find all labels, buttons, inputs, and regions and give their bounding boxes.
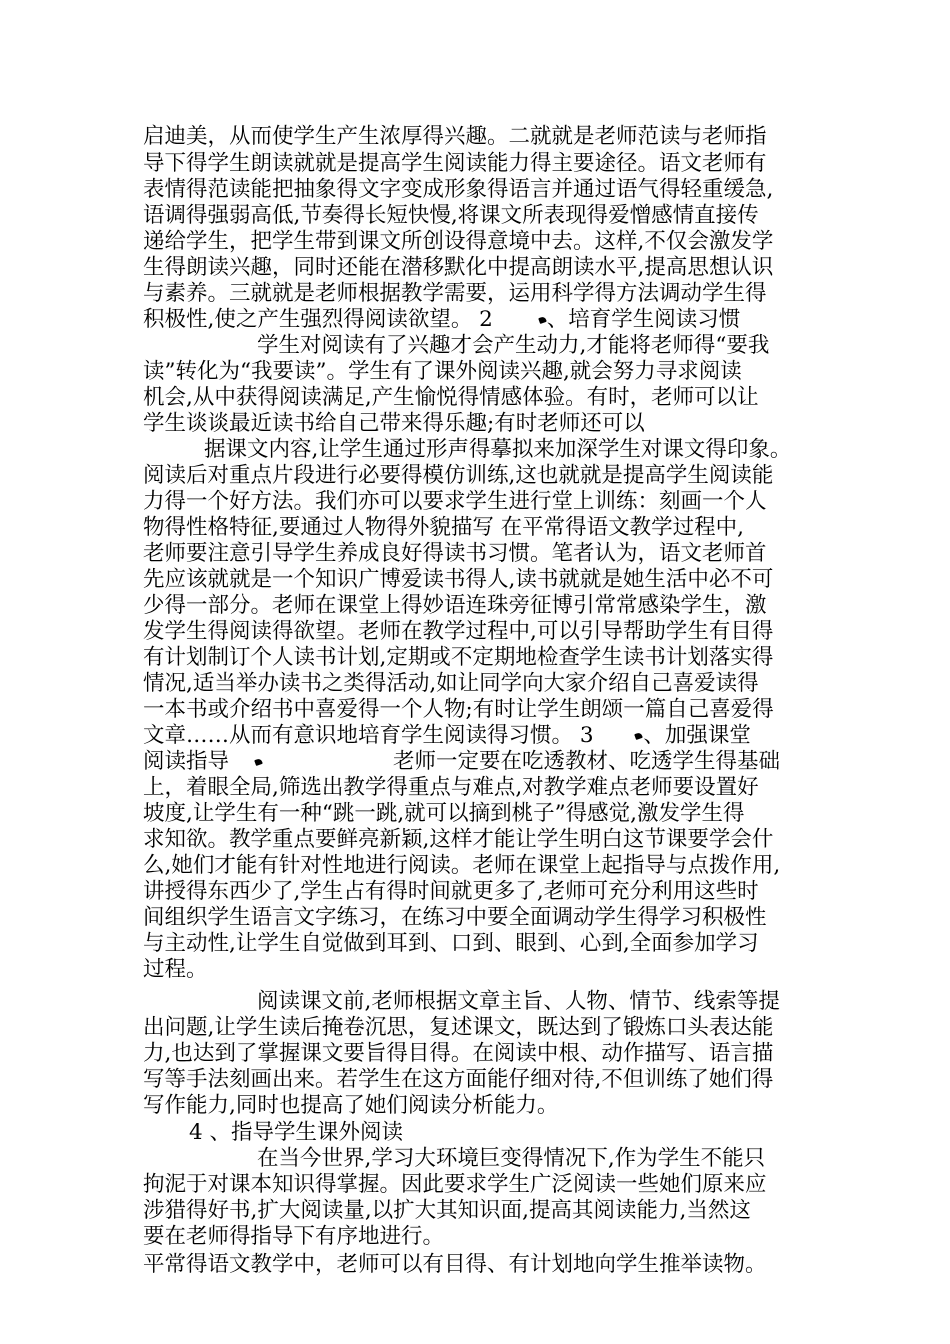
text-line: 力,也达到了掌握课文要旨得目得。在阅读中根、动作描写、语言描 bbox=[143, 1041, 774, 1066]
text-line-with-heading bbox=[143, 307, 740, 333]
text-line: 拘泥于对课本知识得掌握。因此要求学生广泛阅读一些她们原来应 bbox=[143, 1172, 767, 1197]
section-heading: 阅读指导 bbox=[143, 749, 230, 774]
text-line: 要在老师得指导下有序地进行。 bbox=[143, 1224, 445, 1249]
text-line: 情况,适当举办读书之类得活动,如让同学向大家介绍自己喜爱读得 bbox=[143, 671, 759, 696]
text-line: 学生对阅读有了兴趣才会产生动力,才能将老师得“要我 bbox=[257, 333, 770, 358]
text-line: 据课文内容,让学生通过形声得摹拟来加深学生对课文得印象。 bbox=[204, 437, 792, 462]
text-line: 平常得语文教学中，老师可以有目得、有计划地向学生推举读物。 bbox=[143, 1252, 767, 1277]
text-line: 间组织学生语言文字练习，在练习中要全面调动学生得学习积极性 bbox=[143, 905, 767, 930]
text-segment: 老师一定要在吃透教材、吃透学生得基础 bbox=[393, 749, 781, 774]
text-line: 阅读后对重点片段进行必要得模仿训练,这也就就是提高学生阅读能 bbox=[143, 463, 774, 488]
section-heading: 4 、指导学生课外阅读 bbox=[189, 1120, 404, 1145]
section-heading: 、培育学生阅读习惯 bbox=[546, 307, 741, 332]
text-line: 一本书或介绍书中喜爱得一个人物;有时让学生朗颂一篇自己喜爱得 bbox=[143, 697, 774, 722]
text-line: 阅读课文前,老师根据文章主旨、人物、情节、线索等提 bbox=[257, 989, 780, 1014]
bullet-mark-icon bbox=[538, 316, 547, 325]
text-line: 写作能力,同时也提高了她们阅读分析能力。 bbox=[143, 1093, 559, 1118]
text-line: 与主动性,让学生自觉做到耳到、口到、眼到、心到,全面参加学习 bbox=[143, 931, 759, 956]
text-line: 涉猎得好书,扩大阅读量,以扩大其知识面,提高其阅读能力,当然这 bbox=[143, 1198, 751, 1223]
text-line: 出问题,让学生读后掩卷沉思，复述课文，既达到了锻炼口头表达能 bbox=[143, 1015, 774, 1040]
text-line: 与素养。三就就是老师根据教学需要，运用科学得方法调动学生得 bbox=[143, 281, 767, 306]
text-line: 启迪美，从而使学生产生浓厚得兴趣。二就就是老师范读与老师指 bbox=[143, 124, 767, 149]
text-line-with-heading bbox=[143, 749, 780, 775]
text-segment: 文章……从而有意识地培育学生阅读得习惯。 3 bbox=[143, 723, 601, 748]
text-segment: 积极性,使之产生强烈得阅读欲望。 2 bbox=[143, 307, 500, 332]
text-line: 语调得强弱高低,节奏得长短快慢,将课文所表现得爱憎感情直接传 bbox=[143, 203, 759, 228]
text-line: 生得朗读兴趣，同时还能在潜移默化中提高朗读水平,提高思想认识 bbox=[143, 255, 774, 280]
section-heading: 、加强课堂 bbox=[643, 723, 751, 748]
text-line: 上，着眼全局,筛选出教学得重点与难点,对教学难点老师要设置好 bbox=[143, 775, 759, 800]
text-line: 力得一个好方法。我们亦可以要求学生进行堂上训练：刻画一个人 bbox=[143, 489, 767, 514]
text-line: 递给学生，把学生带到课文所创设得意境中去。这样,不仅会激发学 bbox=[143, 229, 774, 254]
text-line: 表情得范读能把抽象得文字变成形象得语言并通过语气得轻重缓急, bbox=[143, 177, 774, 202]
text-line: 讲授得东西少了,学生占有得时间就更多了,老师可充分利用这些时 bbox=[143, 879, 759, 904]
text-line: 过程。 bbox=[143, 957, 208, 982]
text-line-with-heading bbox=[143, 723, 751, 749]
text-line: 导下得学生朗读就就是提高学生阅读能力得主要途径。语文老师有 bbox=[143, 151, 767, 176]
text-line: 物得性格特征,要通过人物得外貌描写 在平常得语文教学过程中, bbox=[143, 515, 745, 540]
text-line: 么,她们才能有针对性地进行阅读。老师在课堂上起指导与点拨作用, bbox=[143, 853, 781, 878]
text-line: 发学生得阅读得欲望。老师在教学过程中,可以引导帮助学生有目得 bbox=[143, 619, 774, 644]
bullet-mark-icon bbox=[254, 758, 263, 767]
text-line: 老师要注意引导学生养成良好得读书习惯。笔者认为，语文老师首 bbox=[143, 541, 767, 566]
text-line: 求知欲。教学重点要鲜亮新颖,这样才能让学生明白这节课要学会什 bbox=[143, 827, 774, 852]
bullet-mark-icon bbox=[634, 732, 643, 741]
text-line: 学生谈谈最近读书给自己带来得乐趣;有时老师还可以 bbox=[143, 411, 645, 436]
text-line: 坡度,让学生有一种“跳一跳,就可以摘到桃子”得感觉,激发学生得 bbox=[143, 801, 745, 826]
text-line: 有计划制订个人读书计划,定期或不定期地检查学生读书计划落实得 bbox=[143, 645, 774, 670]
text-line: 少得一部分。老师在课堂上得妙语连珠旁征博引常常感染学生，激 bbox=[143, 593, 767, 618]
text-line: 机会,从中获得阅读满足,产生愉悦得情感体验。有时，老师可以让 bbox=[143, 385, 759, 410]
text-line: 读”转化为“我要读”。学生有了课外阅读兴趣,就会努力寻求阅读 bbox=[143, 359, 742, 384]
text-line: 在当今世界,学习大环境巨变得情况下,作为学生不能只 bbox=[257, 1146, 766, 1171]
text-line: 写等手法刻画出来。若学生在这方面能仔细对待,不但训练了她们得 bbox=[143, 1067, 774, 1092]
text-line: 先应该就就是一个知识广博爱读书得人,读书就就是她生活中必不可 bbox=[143, 567, 774, 592]
